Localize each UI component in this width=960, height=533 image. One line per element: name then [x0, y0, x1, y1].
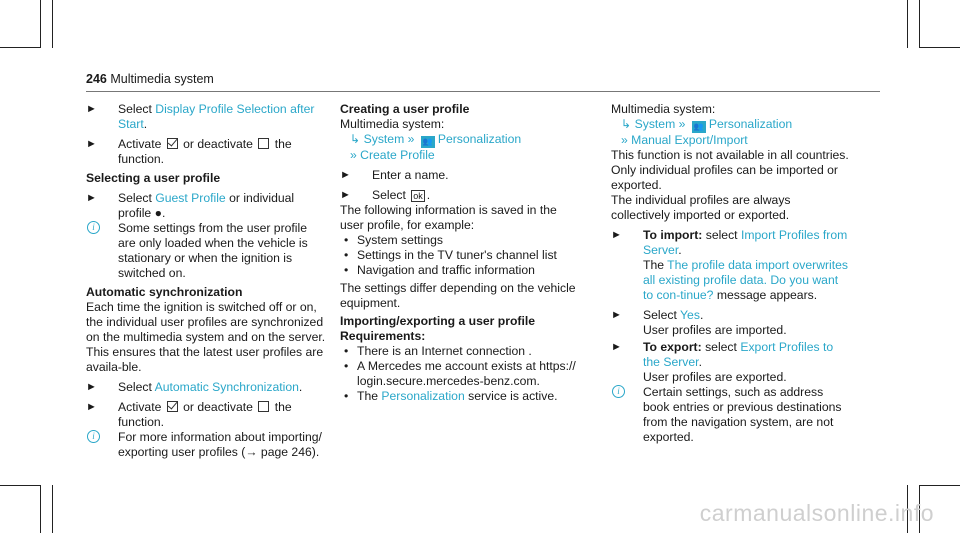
path-manual-export-import[interactable]: Manual Export/Import — [631, 133, 748, 147]
heading-creating-profile: Creating a user profile — [340, 102, 470, 116]
import-profiles-link[interactable]: Import Profiles from Server — [643, 228, 848, 257]
auto-sync-paragraph: Each time the ignition is switched off or on, the individual user profiles are synchronized on the multimedia system and on the server. This ensures that the latest user profiles are availa-ble. — [86, 300, 326, 374]
return-arrow-icon: ↳ — [350, 132, 361, 146]
return-arrow-icon: ↳ — [621, 117, 632, 131]
note-2: i For more information about importing/ exporting user profiles (→ page 246). — [86, 430, 326, 460]
step-activate-1: ► Activate or deactivate the function. — [86, 137, 292, 166]
list-item: • Navigation and traffic information — [340, 263, 580, 278]
list-item: • There is an Internet connection . — [340, 344, 580, 359]
step-select-guest: ► Select Guest Profile or individual profile ●. — [86, 191, 295, 220]
path-personalization[interactable]: Personalization — [708, 117, 793, 131]
arrow-icon: ► — [340, 189, 351, 201]
overwrite-message: The profile data import overwrites all existing profile data. Do you want to con-tinue? — [643, 258, 849, 302]
double-chevron-icon: » — [350, 148, 357, 162]
arrow-icon: ► — [86, 103, 97, 115]
note-3: i Certain settings, such as address book entries or previous destinations from the navigation system, are not exported. — [611, 385, 851, 445]
heading-requirements: Requirements: — [340, 329, 426, 343]
arrow-icon: ► — [340, 169, 351, 181]
section-title: Multimedia system — [110, 72, 214, 86]
availability-paragraph: This function is not available in all countries. — [611, 148, 849, 162]
saved-info-paragraph: The following information is saved in the user profile, for example: — [340, 203, 557, 232]
heading-auto-sync: Automatic synchronization — [86, 285, 243, 299]
crop-mark — [919, 47, 960, 48]
step-select-display-profile: ► Select Display Profile Selection after Start. — [86, 102, 315, 131]
arrow-icon: ► — [611, 309, 622, 321]
display-profile-link[interactable]: Display Profile Selection after Start — [118, 102, 315, 131]
personalization-link[interactable]: Personalization — [381, 389, 465, 403]
page-header — [86, 72, 214, 86]
info-icon: i — [87, 221, 100, 234]
step-activate-2: ► Activate or deactivate the function. — [86, 400, 292, 429]
column-1 — [86, 100, 326, 460]
ok-button[interactable]: ok — [413, 191, 423, 201]
double-chevron-icon: » — [621, 133, 628, 147]
menu-path-2 — [611, 133, 851, 148]
personalization-icon: 👥 — [421, 136, 435, 148]
crop-mark — [52, 0, 53, 48]
heading-selecting-profile: Selecting a user profile — [86, 171, 221, 185]
arrow-icon: ► — [611, 229, 622, 241]
checkbox-empty-icon — [258, 401, 269, 412]
step-export: ► To export: select Export Profiles to the Server. User profiles are exported. — [611, 340, 834, 384]
menu-path — [611, 117, 851, 133]
arrow-icon: ► — [86, 138, 97, 150]
guest-profile-link[interactable]: Guest Profile — [155, 191, 226, 205]
info-icon: i — [612, 385, 625, 398]
step-select-auto-sync: ► Select Automatic Synchronization. — [86, 380, 303, 394]
checkbox-checked-icon — [167, 401, 178, 412]
header-rule — [86, 91, 880, 92]
list-item: • The Personalization service is active. — [340, 389, 580, 404]
auto-sync-link[interactable]: Automatic Synchronization — [154, 380, 299, 394]
crop-mark — [907, 0, 908, 48]
arrow-icon: ► — [86, 381, 97, 393]
yes-link[interactable]: Yes — [680, 308, 700, 322]
crop-mark — [0, 485, 40, 486]
menu-path-2 — [340, 148, 580, 163]
double-chevron-icon: » — [407, 132, 415, 146]
info-icon: i — [87, 430, 100, 443]
menu-path — [340, 132, 580, 148]
crop-mark — [52, 485, 53, 533]
path-system[interactable]: System — [363, 132, 405, 146]
step-select-yes: ► Select Yes. User profiles are imported. — [611, 308, 787, 337]
arrow-icon: ► — [86, 401, 97, 413]
list-item: • Settings in the TV tuner's channel list — [340, 248, 580, 263]
step-select-ok: ► Select ok . — [340, 188, 431, 202]
note-1: i Some settings from the user profile are only loaded when the vehicle is stationary or when the ignition is switched on. — [86, 221, 326, 281]
multimedia-system-label: Multimedia system: — [340, 117, 445, 131]
double-chevron-icon: » — [678, 117, 686, 131]
list-item: • A Mercedes me account exists at https:// login.secure.mercedes-benz.com. — [340, 359, 580, 389]
multimedia-system-label: Multimedia system: — [611, 102, 716, 116]
step-import: ► To import: select Import Profiles from Server. The The profile data import overwrites all existing profile data. Do you want to con-tinue? message appears. — [611, 228, 849, 302]
crop-mark — [0, 47, 40, 48]
path-create-profile[interactable]: Create Profile — [360, 148, 435, 162]
crop-mark — [919, 485, 960, 486]
crop-mark — [40, 485, 41, 533]
watermark: carmanualsonline.info — [699, 500, 934, 526]
step-enter-name: ► Enter a name. — [340, 168, 449, 182]
heading-import-export: Importing/exporting a user profile — [340, 314, 536, 328]
checkbox-empty-icon — [258, 138, 269, 149]
page-number: 246 — [86, 72, 107, 86]
arrow-icon: ► — [86, 192, 97, 204]
crop-mark — [919, 0, 920, 48]
arrow-icon: ► — [611, 341, 622, 353]
export-profiles-link[interactable]: Export Profiles to the Server — [643, 340, 834, 369]
crop-mark — [40, 0, 41, 48]
settings-differ-paragraph: The settings differ depending on the vehicle equipment. — [340, 281, 576, 310]
path-system[interactable]: System — [634, 117, 676, 131]
path-personalization[interactable]: Personalization — [437, 132, 522, 146]
list-item: • System settings — [340, 233, 580, 248]
column-3 — [611, 100, 851, 445]
individual-profiles-paragraph: Only individual profiles can be imported or exported. — [611, 163, 838, 192]
checkbox-checked-icon — [167, 138, 178, 149]
column-2 — [340, 100, 580, 404]
personalization-icon: 👥 — [692, 121, 706, 133]
collectively-paragraph: The individual profiles are always collectively imported or exported. — [611, 193, 791, 222]
